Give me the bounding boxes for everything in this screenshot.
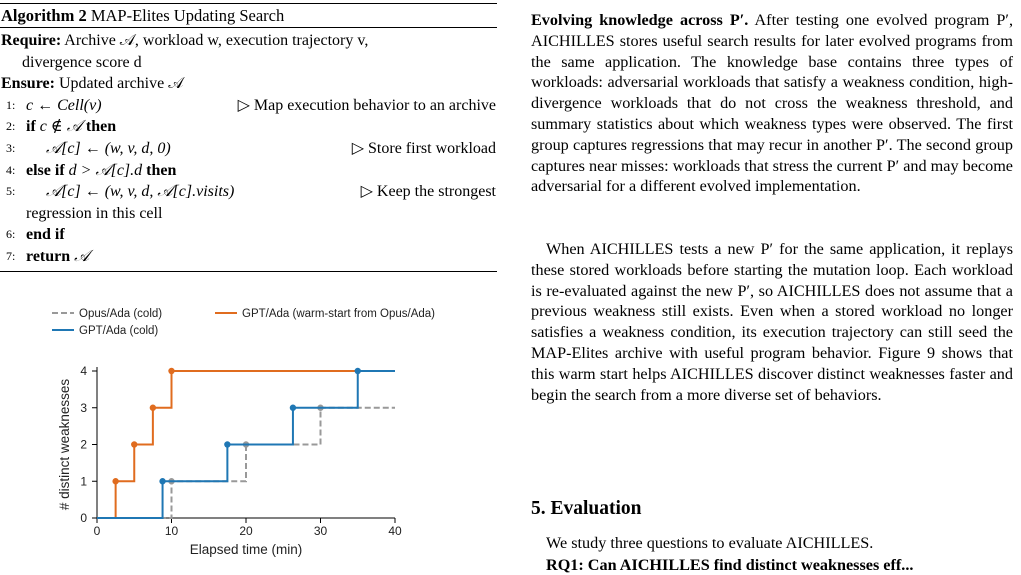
series-marker: [224, 441, 230, 447]
expression: c ∉ 𝒜: [39, 118, 82, 136]
research-question-1: RQ1: Can AICHILLES find distinct weaknesses eff...: [546, 556, 914, 574]
ensure-keyword: Ensure:: [1, 75, 55, 93]
paragraph-evaluation-intro: We study three questions to evaluate AICHILLES.: [546, 534, 874, 552]
algorithm-title: [0, 4, 497, 27]
series-line: [97, 408, 395, 518]
keyword: then: [142, 161, 177, 179]
legend-label: GPT/Ada (warm-start from Opus/Ada): [242, 308, 435, 320]
y-tick-label: 1: [80, 474, 87, 489]
expression: 𝒜: [74, 247, 90, 265]
paragraph-evolving-knowledge: [531, 10, 1013, 197]
expression: 𝒜[c] ← (w, v, d, 𝒜[c].visits): [46, 183, 235, 201]
line-code: [26, 246, 89, 268]
line-number: 6:: [6, 227, 16, 242]
line-comment: ▷ Store first workload: [351, 139, 496, 157]
ensure-clause: [0, 73, 497, 95]
algorithm-body: [0, 28, 497, 268]
line-code: [26, 224, 65, 246]
line-code: [46, 138, 171, 160]
x-axis-label: Elapsed time (min): [189, 542, 303, 557]
y-tick-label: 2: [80, 437, 87, 452]
line-number: 7:: [6, 248, 16, 263]
algorithm-line-continuation: [0, 203, 497, 225]
line-code: [26, 160, 176, 182]
x-tick-label: 40: [388, 524, 402, 538]
legend-label: GPT/Ada (cold): [79, 325, 159, 337]
algorithm-line: [0, 246, 497, 268]
ensure-text: Updated archive 𝒜: [58, 75, 184, 93]
algorithm-label: Algorithm 2: [1, 6, 87, 25]
series-marker: [131, 441, 137, 447]
line-number: 3:: [6, 140, 16, 155]
chart-svg: [52, 303, 452, 565]
algorithm-line: [0, 116, 497, 138]
y-tick-label: 3: [80, 400, 87, 415]
series-marker: [159, 478, 165, 484]
right-column: [531, 0, 1013, 574]
x-tick-label: 30: [313, 524, 328, 538]
section-heading: 5. Evaluation: [531, 498, 642, 519]
series-marker: [355, 368, 361, 374]
keyword: else if: [26, 161, 69, 179]
keyword: return: [26, 247, 75, 265]
expression: c ← Cell(v): [26, 96, 102, 114]
line-number: 2:: [6, 119, 16, 134]
require-clause: [0, 30, 497, 52]
algorithm-box: [0, 3, 497, 272]
line-code: [26, 116, 116, 138]
algorithm-name: MAP-Elites Updating Search: [90, 6, 285, 25]
require-keyword: Require:: [1, 32, 62, 49]
series-marker: [168, 368, 174, 374]
line-comment: ▷ Keep the strongest: [360, 183, 496, 201]
expression: d > 𝒜[c].d: [68, 161, 143, 179]
y-axis-label: # distinct weaknesses: [57, 378, 72, 511]
series-marker: [112, 478, 118, 484]
weakness-chart: [52, 303, 452, 565]
x-tick-label: 10: [164, 524, 179, 538]
line-comment: regression in this cell: [26, 204, 163, 222]
line-comment: ▷ Map execution behavior to an archive: [237, 96, 496, 114]
keyword: end if: [26, 226, 65, 244]
paragraph-heading: Evolving knowledge across P′.: [531, 11, 749, 29]
algorithm-lines: [0, 95, 497, 268]
y-tick-label: 0: [80, 511, 87, 525]
line-number: 1:: [6, 97, 16, 112]
algorithm-line: [0, 181, 497, 203]
paragraph-warm-start: When AICHILLES tests a new P′ for the same application, it replays these stored workloads before starting the mutation loop. Each workload is re-evaluated against the new P′, so AICHILLES does not assume that a previous weakness still exists. Even when a stored workload no longer satisfies a weakness condition, its execution trajectory can still seed the MAP-Elites archive with useful program behavior. Figure 9 shows that this warm start helps AICHILLES discover distinct weaknesses faster and begin the search from a more diverse set of behaviors.: [531, 240, 1013, 404]
x-tick-label: 20: [239, 524, 253, 538]
line-code: [46, 181, 234, 203]
require-line-1: Archive 𝒜, workload w, execution trajectory v,: [64, 32, 369, 49]
line-number: 5:: [6, 184, 16, 199]
paragraph-1-body: After testing one evolved program P′, AICHILLES stores useful search results for later evolved programs from the same application. The knowledge base contains three types of workloads: adversarial workloads that satisfy a weakness condition, high-divergence workloads that do not cross the weakness threshold, and summary statistics about which weakness types were observed. The first group captures regressions that may recur in another P′. The second group captures near misses: workloads that stress the current P′ and may become adversarial for a different evolved implementation.: [531, 11, 1013, 196]
line-code: [26, 95, 102, 117]
keyword: then: [81, 118, 117, 136]
algorithm-line: [0, 224, 497, 246]
x-tick-label: 0: [93, 524, 101, 538]
require-continuation: divergence score d: [22, 53, 142, 71]
series-marker: [290, 405, 296, 411]
left-column: [0, 0, 497, 570]
algorithm-line: [0, 160, 497, 182]
series-marker: [150, 405, 156, 411]
expression: 𝒜[c] ← (w, v, d, 0): [46, 139, 171, 157]
keyword: if: [26, 118, 40, 136]
legend-label: Opus/Ada (cold): [79, 308, 163, 320]
line-number: 4:: [6, 162, 16, 177]
algorithm-line: [0, 138, 497, 160]
algorithm-line: [0, 95, 497, 117]
y-tick-label: 4: [80, 364, 87, 378]
